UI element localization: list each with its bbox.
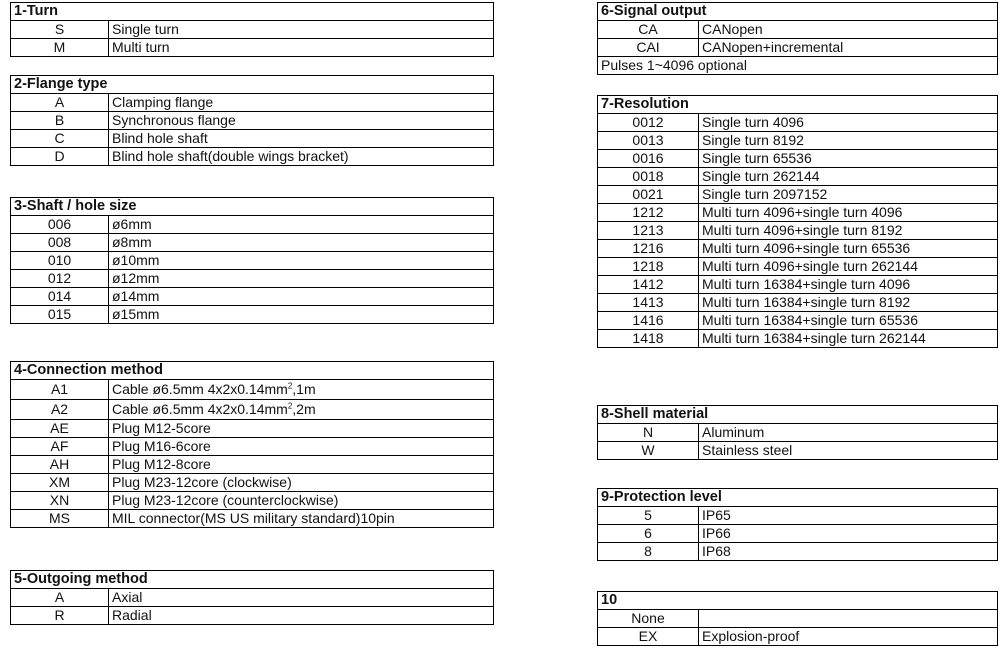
option-code: A: [11, 589, 109, 607]
option-code: W: [598, 442, 699, 460]
option-code: 006: [11, 216, 109, 234]
table-row: [598, 186, 998, 204]
option-code: 5: [598, 507, 699, 525]
table-row: [11, 252, 494, 270]
option-description: Blind hole shaft: [109, 130, 494, 148]
section-title: 3-Shaft / hole size: [11, 198, 494, 216]
option-description: CANopen: [699, 21, 998, 39]
option-code: B: [11, 112, 109, 130]
section-title: 2-Flange type: [11, 76, 494, 94]
option-code: S: [11, 21, 109, 39]
option-description: ø12mm: [109, 270, 494, 288]
option-code: XM: [11, 474, 109, 492]
option-code: 0012: [598, 114, 699, 132]
table-row: [11, 400, 494, 420]
table-row: [11, 438, 494, 456]
option-description: Plug M23-12core (counterclockwise): [109, 492, 494, 510]
option-code: 1413: [598, 294, 699, 312]
table-shaft-size: [10, 197, 494, 324]
table-row: [598, 132, 998, 150]
option-code: 010: [11, 252, 109, 270]
option-description: Cable ø6.5mm $4x2x0.14mm^2,2m$: [109, 400, 494, 420]
option-code: 1412: [598, 276, 699, 294]
option-code: D: [11, 148, 109, 166]
option-description: Multi turn 16384+single turn 8192: [699, 294, 998, 312]
option-code: None: [598, 610, 699, 628]
table-row: [11, 589, 494, 607]
option-description: Radial: [109, 607, 494, 625]
section-title: 7-Resolution: [598, 96, 998, 114]
table-row: [11, 380, 494, 400]
table-row: [11, 130, 494, 148]
table-row: [11, 234, 494, 252]
table-row: [598, 543, 998, 561]
option-description: ø8mm: [109, 234, 494, 252]
table-row: [11, 288, 494, 306]
table-row: [598, 21, 998, 39]
option-code: 1218: [598, 258, 699, 276]
table-row: [598, 312, 998, 330]
section-title: 1-Turn: [11, 3, 494, 21]
option-description: Synchronous flange: [109, 112, 494, 130]
option-code: EX: [598, 628, 699, 646]
table-signal-output: [597, 2, 998, 75]
option-description: ø14mm: [109, 288, 494, 306]
table-row: [11, 510, 494, 528]
option-code: 0021: [598, 186, 699, 204]
option-code: A2: [11, 400, 109, 420]
table-turn: [10, 2, 494, 57]
option-code: 1416: [598, 312, 699, 330]
table-row: [11, 306, 494, 324]
option-code: AH: [11, 456, 109, 474]
option-description: Axial: [109, 589, 494, 607]
table-row: [598, 628, 998, 646]
option-code: 0013: [598, 132, 699, 150]
option-description: ø6mm: [109, 216, 494, 234]
option-description: Plug M16-6core: [109, 438, 494, 456]
option-code: XN: [11, 492, 109, 510]
option-description: Multi turn 16384+single turn 65536: [699, 312, 998, 330]
option-code: 0016: [598, 150, 699, 168]
option-code: AF: [11, 438, 109, 456]
table-row: [11, 112, 494, 130]
table-row: [598, 276, 998, 294]
option-code: M: [11, 39, 109, 57]
option-description: Single turn 65536: [699, 150, 998, 168]
table-row: [598, 240, 998, 258]
option-code: R: [11, 607, 109, 625]
option-description: Multi turn 4096+single turn 262144: [699, 258, 998, 276]
option-description: [699, 610, 998, 628]
option-description: Clamping flange: [109, 94, 494, 112]
option-code: A: [11, 94, 109, 112]
table-row: [598, 114, 998, 132]
option-description: Multi turn 16384+single turn 262144: [699, 330, 998, 348]
option-description: Multi turn 16384+single turn 4096: [699, 276, 998, 294]
table-row: [11, 456, 494, 474]
option-code: 8: [598, 543, 699, 561]
table-row: [598, 204, 998, 222]
option-code: 014: [11, 288, 109, 306]
section-title: 5-Outgoing method: [11, 571, 494, 589]
option-description: IP68: [699, 543, 998, 561]
option-description: CANopen+incremental: [699, 39, 998, 57]
table-row: [11, 420, 494, 438]
option-description: Stainless steel: [699, 442, 998, 460]
table-row: [11, 492, 494, 510]
table-ten: [597, 591, 998, 646]
table-protection-level: [597, 488, 998, 561]
option-code: 008: [11, 234, 109, 252]
option-code: A1: [11, 380, 109, 400]
option-code: 1213: [598, 222, 699, 240]
option-description: Multi turn 4096+single turn 65536: [699, 240, 998, 258]
option-code: CA: [598, 21, 699, 39]
option-description: Single turn 4096: [699, 114, 998, 132]
option-description: Multi turn 4096+single turn 8192: [699, 222, 998, 240]
table-row: [11, 607, 494, 625]
option-description: Single turn: [109, 21, 494, 39]
option-description: Single turn 8192: [699, 132, 998, 150]
section-title: 10: [598, 592, 998, 610]
section-title: 9-Protection level: [598, 489, 998, 507]
table-row: [11, 474, 494, 492]
option-description: ø10mm: [109, 252, 494, 270]
option-description: Plug M23-12core (clockwise): [109, 474, 494, 492]
option-description: Blind hole shaft(double wings bracket): [109, 148, 494, 166]
table-row: [11, 21, 494, 39]
option-code: MS: [11, 510, 109, 528]
option-description: MIL connector(MS US military standard)10pin: [109, 510, 494, 528]
option-code: 1216: [598, 240, 699, 258]
table-row: [598, 150, 998, 168]
table-row: [598, 424, 998, 442]
option-code: 012: [11, 270, 109, 288]
table-outgoing-method: [10, 570, 494, 625]
section-title: 8-Shell material: [598, 406, 998, 424]
option-code: 1418: [598, 330, 699, 348]
table-flange-type: [10, 75, 494, 166]
table-row: [11, 270, 494, 288]
option-code: AE: [11, 420, 109, 438]
option-description: Multi turn 4096+single turn 4096: [699, 204, 998, 222]
option-description: Explosion-proof: [699, 628, 998, 646]
table-row: [598, 39, 998, 57]
section-title: 4-Connection method: [11, 362, 494, 380]
option-description: IP65: [699, 507, 998, 525]
table-row: [598, 507, 998, 525]
table-connection-method: [10, 361, 494, 528]
option-description: Plug M12-8core: [109, 456, 494, 474]
section-title: 6-Signal output: [598, 3, 998, 21]
table-row: [598, 222, 998, 240]
table-row: [598, 294, 998, 312]
option-code: 015: [11, 306, 109, 324]
table-resolution: [597, 95, 998, 348]
option-description: Plug M12-5core: [109, 420, 494, 438]
table-row: [598, 57, 998, 75]
option-code: 6: [598, 525, 699, 543]
option-code: C: [11, 130, 109, 148]
table-row: [598, 168, 998, 186]
table-row: [11, 94, 494, 112]
table-row: [11, 148, 494, 166]
option-description: Aluminum: [699, 424, 998, 442]
table-row: [598, 525, 998, 543]
option-code: 0018: [598, 168, 699, 186]
signal-note: Pulses 1~4096 optional: [598, 57, 998, 75]
option-description: Single turn 262144: [699, 168, 998, 186]
table-shell-material: [597, 405, 998, 460]
table-row: [11, 39, 494, 57]
table-row: [598, 258, 998, 276]
table-row: [598, 330, 998, 348]
option-description: Multi turn: [109, 39, 494, 57]
table-row: [11, 216, 494, 234]
option-code: CAI: [598, 39, 699, 57]
table-row: [598, 442, 998, 460]
table-row: [598, 610, 998, 628]
option-code: 1212: [598, 204, 699, 222]
option-description: IP66: [699, 525, 998, 543]
option-description: Single turn 2097152: [699, 186, 998, 204]
option-description: Cable ø6.5mm $4x2x0.14mm^2,1m$: [109, 380, 494, 400]
option-code: N: [598, 424, 699, 442]
option-description: ø15mm: [109, 306, 494, 324]
